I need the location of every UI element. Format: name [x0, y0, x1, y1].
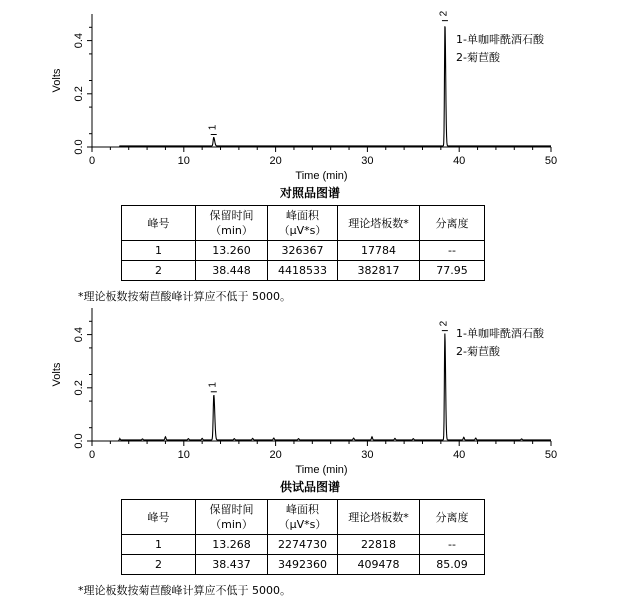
cell-theoretical-plates: 17784 [338, 241, 420, 261]
y-tick-label: 0.2 [72, 380, 85, 396]
cell-peak-area: 2274730 [268, 535, 338, 555]
reference-chromatogram [0, 0, 620, 190]
cell-retention-time: 38.448 [196, 261, 268, 281]
sample-peak-table [121, 499, 485, 575]
header-theoretical-plates: 理论塔板数* [338, 206, 420, 241]
y-axis-label: Volts [51, 68, 63, 93]
peak-number: 2 [438, 10, 450, 17]
cell-retention-time: 38.437 [196, 555, 268, 575]
cell-theoretical-plates: 382817 [338, 261, 420, 281]
cell-theoretical-plates: 409478 [338, 555, 420, 575]
peak-number: 1 [207, 124, 219, 131]
header-peak-area: 峰面积 （μV*s） [268, 206, 338, 241]
table-row [122, 261, 485, 281]
x-axis-label: Time (min) [295, 170, 348, 182]
cell-retention-time: 13.260 [196, 241, 268, 261]
y-tick-label: 0.4 [72, 32, 85, 49]
cell-peak-area: 4418533 [268, 261, 338, 281]
cell-peak-no: 2 [122, 555, 196, 575]
peak-label [438, 320, 449, 330]
peak-label [207, 124, 218, 134]
header-peak-no: 峰号 [122, 500, 196, 535]
peak-label [439, 10, 450, 20]
x-tick-label: 40 [453, 449, 466, 461]
cell-peak-no: 1 [122, 241, 196, 261]
cell-peak-area: 3492360 [268, 555, 338, 575]
x-tick-label: 50 [544, 155, 558, 167]
x-tick-label: 30 [361, 449, 374, 461]
table-row [122, 241, 485, 261]
x-tick-label: 20 [269, 449, 282, 461]
cell-theoretical-plates: 22818 [338, 535, 420, 555]
x-tick-label: 30 [361, 155, 374, 167]
chart-title: 供试品图谱 [279, 480, 340, 494]
cell-resolution: 77.95 [420, 261, 485, 281]
header-resolution: 分离度 [420, 500, 485, 535]
header-theoretical-plates: 理论塔板数* [338, 500, 420, 535]
cell-peak-no: 2 [122, 261, 196, 281]
x-tick-label: 0 [88, 155, 96, 167]
header-peak-no: 峰号 [122, 206, 196, 241]
legend-entry: 1-单咖啡酰酒石酸 [456, 33, 544, 46]
cell-peak-area: 326367 [268, 241, 338, 261]
chart-title: 对照品图谱 [279, 186, 340, 200]
y-tick-label: 0.0 [72, 433, 85, 449]
y-axis-label: Volts [51, 362, 63, 387]
table-note: *理论板数按菊苣酸峰计算应不低于 5000。 [78, 584, 291, 597]
cell-peak-no: 1 [122, 535, 196, 555]
peak-label [207, 382, 218, 392]
x-tick-label: 0 [88, 449, 96, 461]
header-retention-time: 保留时间 （min） [196, 500, 268, 535]
x-tick-label: 10 [177, 449, 190, 461]
table-row [122, 555, 485, 575]
legend-entry: 1-单咖啡酰酒石酸 [456, 327, 544, 340]
legend-entry: 2-菊苣酸 [456, 51, 500, 64]
cell-retention-time: 13.268 [196, 535, 268, 555]
header-peak-area: 峰面积 （μV*s） [268, 500, 338, 535]
cell-resolution: -- [420, 535, 485, 555]
y-tick-label: 0.2 [72, 86, 85, 102]
x-tick-label: 50 [544, 449, 558, 461]
table-row [122, 535, 485, 555]
x-tick-label: 20 [269, 155, 282, 167]
peak-number: 1 [207, 381, 219, 388]
header-retention-time: 保留时间 （min） [196, 206, 268, 241]
x-tick-label: 40 [453, 155, 466, 167]
cell-resolution: -- [420, 241, 485, 261]
legend-entry: 2-菊苣酸 [456, 345, 500, 358]
y-tick-label: 0.0 [72, 139, 85, 155]
peak-number: 2 [438, 320, 450, 327]
table-note: *理论板数按菊苣酸峰计算应不低于 5000。 [78, 290, 291, 303]
sample-chromatogram [0, 294, 620, 484]
cell-resolution: 85.09 [420, 555, 485, 575]
header-resolution: 分离度 [420, 206, 485, 241]
y-tick-label: 0.4 [72, 326, 85, 343]
x-tick-label: 10 [177, 155, 190, 167]
x-axis-label: Time (min) [295, 464, 348, 476]
reference-peak-table [121, 205, 485, 281]
